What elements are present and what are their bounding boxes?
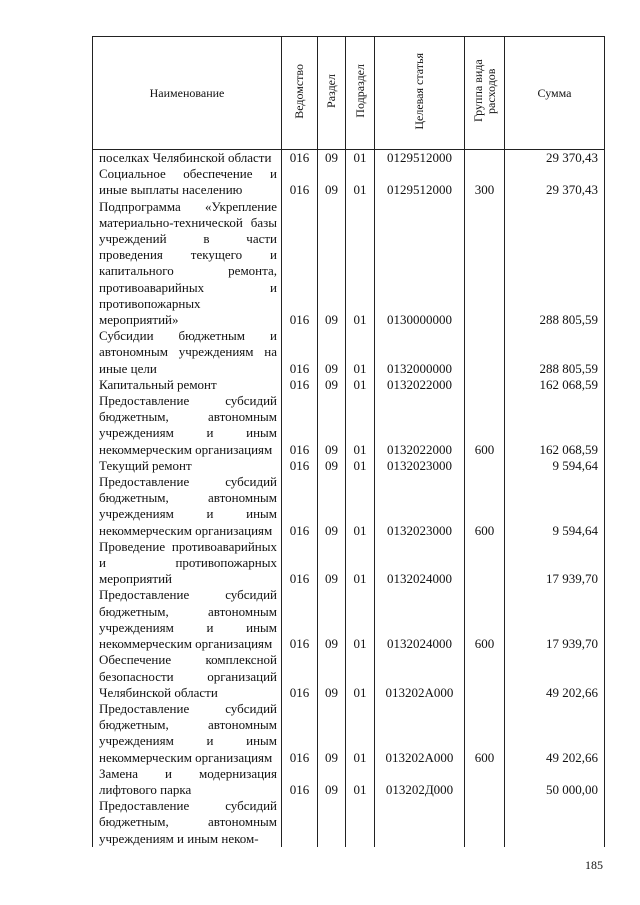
cell-sum: 288 805,59 <box>505 328 605 377</box>
cell-sum: 49 202,66 <box>505 652 605 701</box>
table-row <box>93 652 605 701</box>
cell-group <box>465 199 505 329</box>
cell-subsection: 01 <box>346 377 375 393</box>
cell-name: Предоставление субсидий бюджетным, автономным учреждениям и иным неком- <box>93 798 282 847</box>
cell-name: Социальное обеспечение и иные выплаты населению <box>93 166 282 198</box>
cell-name: Проведение противоаварийных и противопожарных мероприятий <box>93 539 282 588</box>
cell-name: поселках Челябинской области <box>93 150 282 167</box>
table-row <box>93 798 605 847</box>
cell-sum: 29 370,43 <box>505 166 605 198</box>
cell-sum: 9 594,64 <box>505 458 605 474</box>
table-row <box>93 377 605 393</box>
cell-section: 09 <box>318 166 346 198</box>
table-row <box>93 199 605 329</box>
cell-sum: 49 202,66 <box>505 701 605 766</box>
cell-group <box>465 377 505 393</box>
cell-dept: 016 <box>282 539 318 588</box>
cell-section: 09 <box>318 328 346 377</box>
cell-sum: 17 939,70 <box>505 587 605 652</box>
cell-group: 600 <box>465 701 505 766</box>
cell-subsection: 01 <box>346 587 375 652</box>
cell-dept: 016 <box>282 701 318 766</box>
cell-target: 013202А000 <box>375 652 465 701</box>
cell-target: 0129512000 <box>375 150 465 167</box>
cell-sum: 9 594,64 <box>505 474 605 539</box>
cell-name: Капитальный ремонт <box>93 377 282 393</box>
table-row <box>93 766 605 798</box>
cell-target: 0132023000 <box>375 458 465 474</box>
cell-name: Текущий ремонт <box>93 458 282 474</box>
header-group: Группа вида расходов <box>465 37 505 150</box>
cell-subsection: 01 <box>346 701 375 766</box>
cell-dept: 016 <box>282 587 318 652</box>
cell-group: 600 <box>465 474 505 539</box>
cell-section: 09 <box>318 458 346 474</box>
cell-dept: 016 <box>282 652 318 701</box>
cell-dept: 016 <box>282 166 318 198</box>
cell-target: 0132000000 <box>375 328 465 377</box>
cell-section: 09 <box>318 587 346 652</box>
cell-target: 0129512000 <box>375 166 465 198</box>
cell-name: Предоставление субсидий бюджетным, автономным учреждениям и иным некоммерческим организациям <box>93 701 282 766</box>
table-row <box>93 328 605 377</box>
header-subsection: Подраздел <box>346 37 375 150</box>
cell-target: 0132022000 <box>375 393 465 458</box>
cell-section <box>318 798 346 847</box>
cell-sum: 162 068,59 <box>505 377 605 393</box>
cell-group <box>465 150 505 167</box>
page-number: 185 <box>585 858 603 872</box>
cell-section: 09 <box>318 199 346 329</box>
cell-target: 013202А000 <box>375 701 465 766</box>
cell-dept: 016 <box>282 328 318 377</box>
cell-name: Замена и модернизация лифтового парка <box>93 766 282 798</box>
cell-subsection: 01 <box>346 539 375 588</box>
header-name: Наименование <box>93 37 282 150</box>
budget-table <box>92 36 605 847</box>
table-row <box>93 166 605 198</box>
cell-sum: 29 370,43 <box>505 150 605 167</box>
cell-target: 0130000000 <box>375 199 465 329</box>
cell-group: 600 <box>465 587 505 652</box>
table-row <box>93 393 605 458</box>
cell-name: Предоставление субсидий бюджетным, автономным учреждениям и иным некоммерческим организациям <box>93 393 282 458</box>
cell-subsection <box>346 798 375 847</box>
cell-name: Предоставление субсидий бюджетным, автономным учреждениям и иным некоммерческим организациям <box>93 587 282 652</box>
cell-sum: 162 068,59 <box>505 393 605 458</box>
table-header-row <box>93 37 605 150</box>
header-sum: Сумма <box>505 37 605 150</box>
cell-dept <box>282 798 318 847</box>
cell-group <box>465 539 505 588</box>
cell-sum: 50 000,00 <box>505 766 605 798</box>
cell-group <box>465 798 505 847</box>
table-row <box>93 458 605 474</box>
table-row <box>93 150 605 167</box>
cell-section: 09 <box>318 766 346 798</box>
cell-dept: 016 <box>282 199 318 329</box>
cell-group <box>465 458 505 474</box>
cell-target <box>375 798 465 847</box>
cell-target: 0132024000 <box>375 539 465 588</box>
cell-group <box>465 766 505 798</box>
cell-name: Обеспечение комплексной безопасности организаций Челябинской области <box>93 652 282 701</box>
cell-subsection: 01 <box>346 458 375 474</box>
header-target: Целевая статья <box>375 37 465 150</box>
cell-subsection: 01 <box>346 766 375 798</box>
cell-group: 300 <box>465 166 505 198</box>
cell-name: Субсидии бюджетным и автономным учреждениям на иные цели <box>93 328 282 377</box>
cell-dept: 016 <box>282 377 318 393</box>
cell-section: 09 <box>318 539 346 588</box>
cell-sum: 17 939,70 <box>505 539 605 588</box>
cell-group <box>465 328 505 377</box>
cell-dept: 016 <box>282 393 318 458</box>
header-dept: Ведомство <box>282 37 318 150</box>
table-row <box>93 474 605 539</box>
cell-subsection: 01 <box>346 166 375 198</box>
cell-subsection: 01 <box>346 328 375 377</box>
cell-target: 0132024000 <box>375 587 465 652</box>
cell-section: 09 <box>318 377 346 393</box>
cell-dept: 016 <box>282 458 318 474</box>
cell-section: 09 <box>318 150 346 167</box>
cell-section: 09 <box>318 393 346 458</box>
cell-target: 013202Д000 <box>375 766 465 798</box>
cell-subsection: 01 <box>346 199 375 329</box>
header-section: Раздел <box>318 37 346 150</box>
cell-group: 600 <box>465 393 505 458</box>
cell-name: Предоставление субсидий бюджетным, автономным учреждениям и иным некоммерческим организациям <box>93 474 282 539</box>
table-row <box>93 539 605 588</box>
cell-subsection: 01 <box>346 652 375 701</box>
table-row <box>93 587 605 652</box>
cell-sum <box>505 798 605 847</box>
cell-subsection: 01 <box>346 150 375 167</box>
cell-dept: 016 <box>282 474 318 539</box>
cell-dept: 016 <box>282 766 318 798</box>
cell-target: 0132022000 <box>375 377 465 393</box>
cell-section: 09 <box>318 652 346 701</box>
cell-dept: 016 <box>282 150 318 167</box>
cell-section: 09 <box>318 474 346 539</box>
cell-name: Подпрограмма «Укрепление материально-технической базы учреждений в части проведения текущего и капитального ремонта, противоаварийных и противопожарных мероприятий» <box>93 199 282 329</box>
cell-group <box>465 652 505 701</box>
cell-sum: 288 805,59 <box>505 199 605 329</box>
table-row <box>93 701 605 766</box>
cell-section: 09 <box>318 701 346 766</box>
cell-target: 0132023000 <box>375 474 465 539</box>
cell-subsection: 01 <box>346 474 375 539</box>
cell-subsection: 01 <box>346 393 375 458</box>
